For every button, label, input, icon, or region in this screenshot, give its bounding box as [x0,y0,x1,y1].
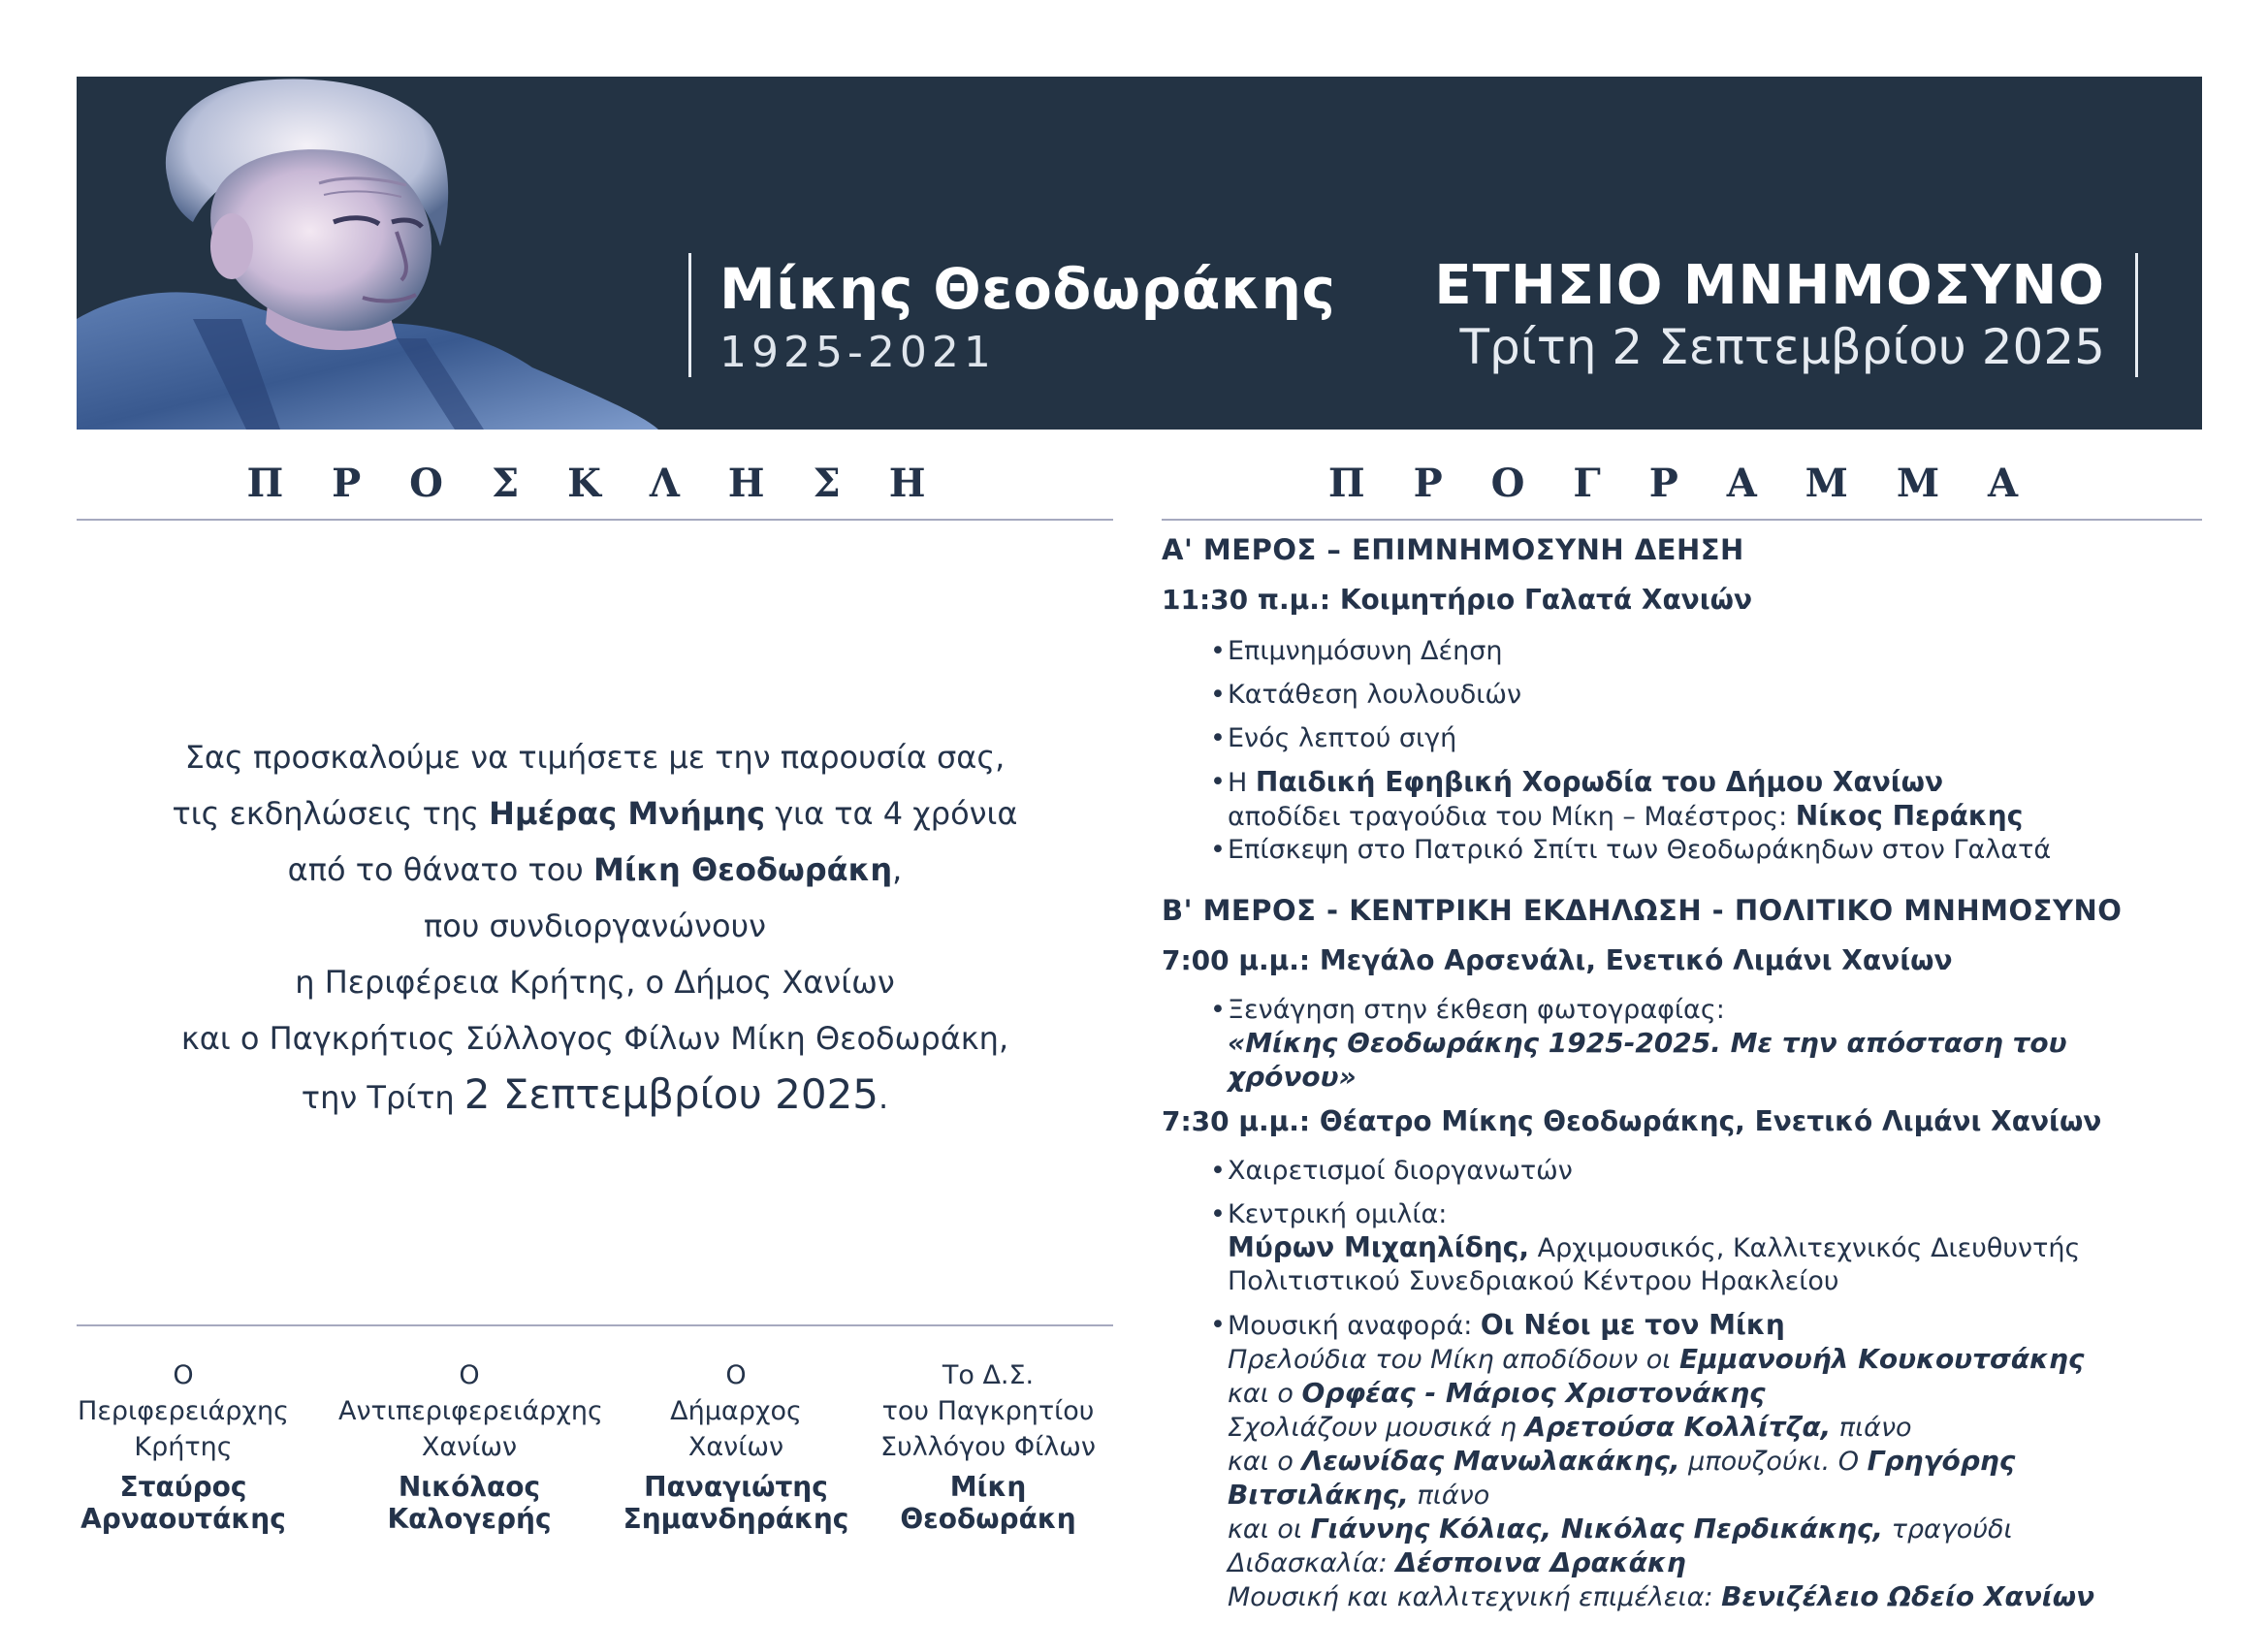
invitation-text [77,729,1113,1126]
composer-years: 1925-2021 [719,328,996,377]
part-b-heading: Β' ΜΕΡΟΣ - ΚΕΝΤΡΙΚΗ ΕΚΔΗΛΩΣΗ - ΠΟΛΙΤΙΚΟ ΜΝΗΜΟΣΥΝΟ [1162,894,2123,927]
signature-mayor: Ο Δήμαρχος Χανίων Παναγιώτης Σημανδηράκης [623,1360,849,1535]
memorial-date: Τρίτη 2 Σεπτεμβρίου 2025 [1459,319,2105,375]
invitation-line: από το θάνατο του Μίκη Θεοδωράκη, [287,851,903,888]
list-item: • Επίσκεψη στο Πατρικό Σπίτι των Θεοδωράκηδων στον Γαλατά [1210,834,2202,867]
signature-friends-society: Το Δ.Σ. του Παγκρητίου Συλλόγου Φίλων Μίκη Θεοδωράκη [880,1360,1096,1535]
list-item: • Επιμνημόσυνη Δέηση [1210,635,2202,668]
invitation-line: την Τρίτη 2 Σεπτεμβρίου 2025. [301,1070,889,1118]
divider-line-right [2135,253,2138,377]
list-item: • Χαιρετισμοί διοργανωτών [1210,1155,2202,1188]
list-item: • Ξενάγηση στην έκθεση φωτογραφίας: «Μίκης Θεοδωράκης 1925-2025. Με την απόσταση του χρόνου» [1210,994,2202,1095]
invitation-title: Π Ρ Ο Σ Κ Λ Η Σ Η [246,461,943,506]
header-banner [77,77,2202,430]
program-content [1162,533,2202,1625]
part-a-items [1210,635,2202,867]
invitation-line: Σας προσκαλούμε να τιμήσετε με την παρουσία σας, [184,739,1006,776]
invitation-line: τις εκδηλώσεις της Ημέρας Μνήμης για τα 4 χρόνια [172,795,1018,832]
part-a-time: 11:30 π.μ.: Κοιμητήριο Γαλατά Χανιών [1162,584,1753,616]
composer-name-block [719,256,1335,377]
list-item: • Η Παιδική Εφηβική Χορωδία του Δήμου Χανίων αποδίδει τραγούδια του Μίκη – Μαέστρος: Νίκος Περάκης [1210,766,2202,834]
portrait-image [77,77,678,430]
signatures-rule [77,1324,1113,1326]
part-b-items-2 [1210,1155,2202,1614]
part-a-heading: Α' ΜΕΡΟΣ – ΕΠΙΜΝΗΜΟΣΥΝΗ ΔΕΗΣΗ [1162,533,1744,566]
invitation-title-rule [77,519,1113,521]
divider-line-left [688,253,691,377]
list-item: • Κεντρική ομιλία: Μύρων Μιχαηλίδης, Αρχιμουσικός, Καλλιτεχνικός Διευθυντής Πολιτιστικού Συνεδριακού Κέντρου Ηρακλείου [1210,1198,2202,1298]
invitation-line: και ο Παγκρήτιος Σύλλογος Φίλων Μίκη Θεοδωράκη, [180,1020,1009,1057]
signature-deputy-governor: Ο Αντιπεριφερειάρχης Χανίων Νικόλαος Καλογερής [338,1360,603,1535]
part-b-time-2: 7:30 μ.μ.: Θέατρο Μίκης Θεοδωράκης, Ενετικό Λιμάνι Χανίων [1162,1105,2102,1137]
program-title: Π Ρ Ο Γ Ρ Α Μ Μ Α [1327,461,2036,506]
signature-regional-governor: Ο Περιφερειάρχης Κρήτης Σταύρος Αρναουτάκης [78,1360,289,1535]
list-item: • Μουσική αναφορά: Οι Νέοι με τον Μίκη Πρελούδια του Μίκη αποδίδουν οι Εμμανουήλ Κουκουτσάκης και ο Ορφέας - Μάριος Χριστονάκης Σχολιάζουν μουσικά η Αρετούσα Κολλίτζα, πιάνο και ο Λεωνίδας Μανωλακάκης, μπουζούκι. Ο Γρηγόρης Βιτσιλάκης, πιάνο και οι Γιάννης Κόλιας, Νικόλας Περδικάκης, τραγούδι Διδασκαλία: Δέσποινα Δρακάκη Μουσική και καλλιτεχνική επιμέλεια: Βενιζέλειο Ωδείο Χανίων [1210,1309,2202,1614]
program-title-rule [1162,519,2202,521]
part-b-items-1 [1210,994,2202,1095]
memorial-title: ΕΤΗΣΙΟ ΜΝΗΜΟΣΥΝΟ [1434,254,2105,317]
invitation-line: η Περιφέρεια Κρήτης, ο Δήμος Χανίων [295,964,895,1001]
list-item: • Ενός λεπτού σιγή [1210,722,2202,755]
part-b-time-1: 7:00 μ.μ.: Μεγάλο Αρσενάλι, Ενετικό Λιμάνι Χανίων [1162,944,1953,976]
list-item: • Κατάθεση λουλουδιών [1210,679,2202,712]
memorial-block [1434,254,2105,375]
composer-name: Μίκης Θεοδωράκης [719,256,1336,322]
invitation-line: που συνδιοργανώνουν [423,908,767,944]
